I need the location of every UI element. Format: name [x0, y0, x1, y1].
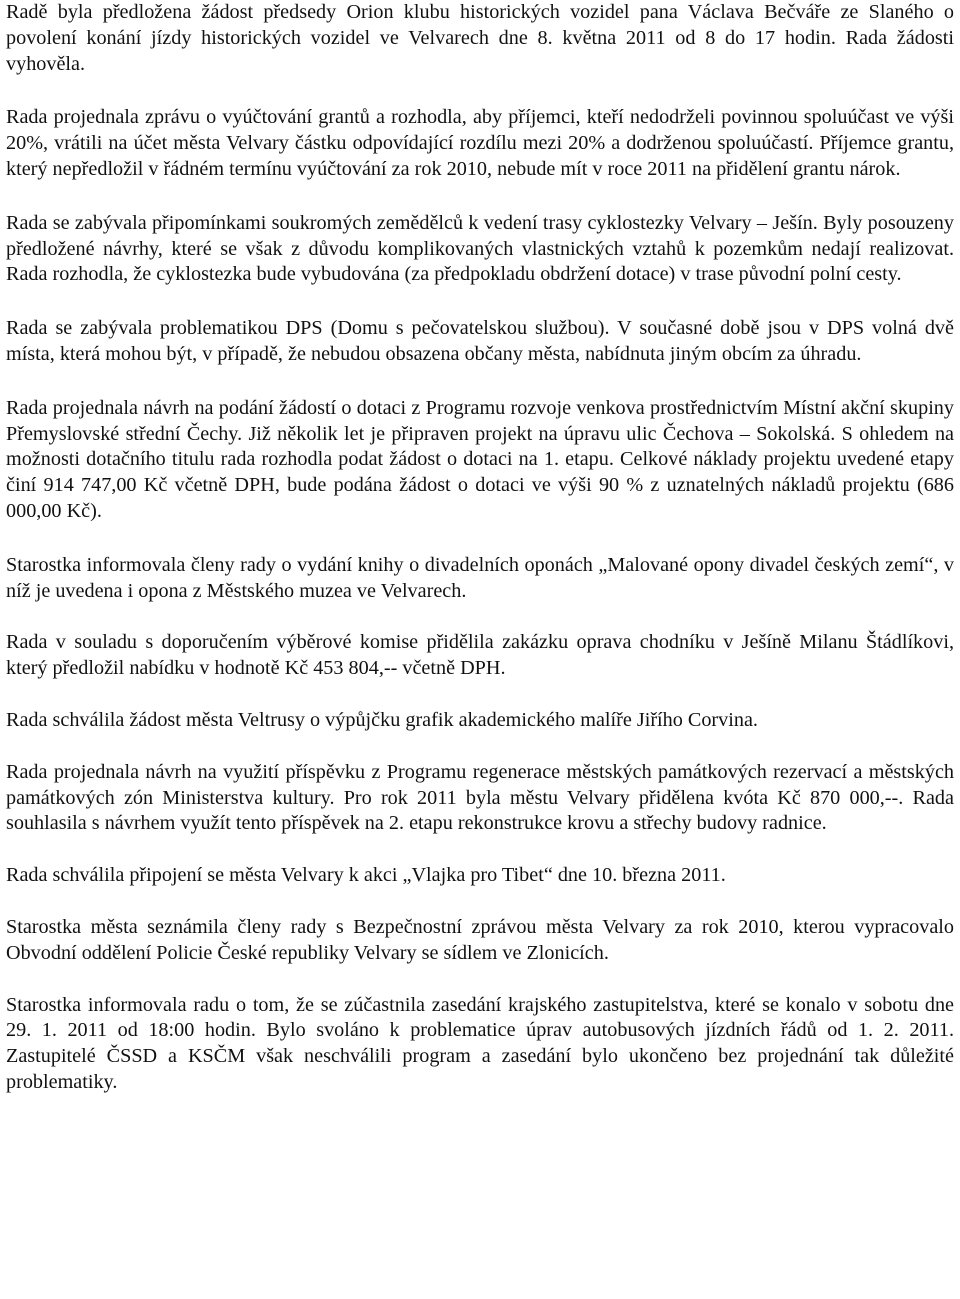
- paragraph-sidewalk-contract: Rada v souladu s doporučením výběrové komise přidělila zakázku oprava chodníku v Ješíně Milanu Štádlíkovi, který předložil nabídku v hodnotě Kč 453 804,-- včetně DPH.: [6, 631, 954, 680]
- paragraph-grant-settlement: Rada projednala zprávu o vyúčtování grantů a rozhodla, aby příjemci, kteří nedodrželi povinnou spoluúčast ve výši 20%, vrátili na účet města Velvary částku odpovídající rozdílu mezi 20% a dodrženou spoluúčastí. Příjemce grantu, který nepředložil v řádném termínu vyúčtování za rok 2010, nebude mít v roce 2011 na přidělení grantu nárok.: [6, 106, 954, 180]
- paragraph-spacer: [6, 288, 954, 316]
- paragraph-spacer: [6, 368, 954, 396]
- paragraph-spacer: [6, 77, 954, 105]
- paragraph-veltrusy-loan: Rada schválila žádost města Veltrusy o výpůjčku grafik akademického malíře Jiřího Corvina.: [6, 708, 758, 731]
- paragraph-theatre-curtains-book: Starostka informovala členy rady o vydání knihy o divadelních oponách „Malované opony divadel českých zemí“, v níž je uvedena i opona z Městského muzea ve Velvarech.: [6, 553, 954, 602]
- paragraph-spacer: [6, 837, 954, 863]
- paragraph-spacer: [6, 889, 954, 915]
- paragraph-security-report: Starostka města seznámila členy rady s Bezpečnostní zprávou města Velvary za rok 2010, kterou vypracovalo Obvodní oddělení Policie České republiky Velvary se sídlem ve Zlonicích.: [6, 915, 954, 964]
- paragraph-spacer: [6, 525, 954, 553]
- document-page: [6, 0, 954, 1096]
- paragraph-spacer: [6, 967, 954, 993]
- paragraph-spacer: [6, 604, 954, 630]
- paragraph-heritage-regeneration: Rada projednala návrh na využití příspěvku z Programu regenerace městských památkových rezervací a městských památkových zón Ministerstva kultury. Pro rok 2011 byla městu Velvary přidělena kvóta Kč 870 000,--. Rada souhlasila s návrhem využít tento příspěvek na 2. etapu rekonstrukce krovu a střechy budovy radnice.: [6, 760, 954, 835]
- paragraph-spacer: [6, 183, 954, 211]
- paragraph-orion-club-request: Radě byla předložena žádost předsedy Orion klubu historických vozidel pana Václava Bečváře ze Slaného o povolení konání jízdy historických vozidel ve Velvarech dne 8. května 2011 od 8 do 17 hodin. Rada žádosti vyhověla.: [6, 1, 954, 75]
- paragraph-rural-development-grant: Rada projednala návrh na podání žádostí o dotaci z Programu rozvoje venkova prostřednictvím Místní akční skupiny Přemyslovské střední Čechy. Již několik let je připraven projekt na úpravu ulic Čechova – Sokolská. S ohledem na možnosti dotačního titulu rada rozhodla podat žádost o dotaci na 1. etapu. Celkové náklady projektu uvedené etapy činí 914 747,00 Kč včetně DPH, bude podána žádost o dotaci ve výši 90 % z uznatelných nákladů projektu (686 000,00 Kč).: [6, 396, 954, 522]
- paragraph-flag-for-tibet: Rada schválila připojení se města Velvary k akci „Vlajka pro Tibet“ dne 10. března 2011.: [6, 864, 726, 887]
- paragraph-cycle-path: Rada se zabývala připomínkami soukromých zemědělců k vedení trasy cyklostezky Velvary – Ješín. Byly posouzeny předložené návrhy, které se však z důvodu komplikovaných vlastnických vztahů k pozemkům nedají realizovat. Rada rozhodla, že cyklostezka bude vybudována (za předpokladu obdržení dotace) v trase původní polní cesty.: [6, 211, 954, 286]
- paragraph-regional-assembly: Starostka informovala radu o tom, že se zúčastnila zasedání krajského zastupitelstva, které se konalo v sobotu dne 29. 1. 2011 od 18:00 hodin. Bylo svoláno k problematice úprav autobusových jízdních řádů od 1. 2. 2011. Zastupitelé ČSSD a KSČM však neschválili program a zasedání bylo ukončeno bez projednání tak důležité problematiky.: [6, 993, 954, 1093]
- paragraph-spacer: [6, 734, 954, 760]
- paragraph-dps-care-home: Rada se zabývala problematikou DPS (Domu s pečovatelskou službou). V současné době jsou v DPS volná dvě místa, která mohou být, v případě, že nebudou obsazena občany města, nabídnuta jiným obcím za úhradu.: [6, 317, 954, 365]
- paragraph-spacer: [6, 682, 954, 708]
